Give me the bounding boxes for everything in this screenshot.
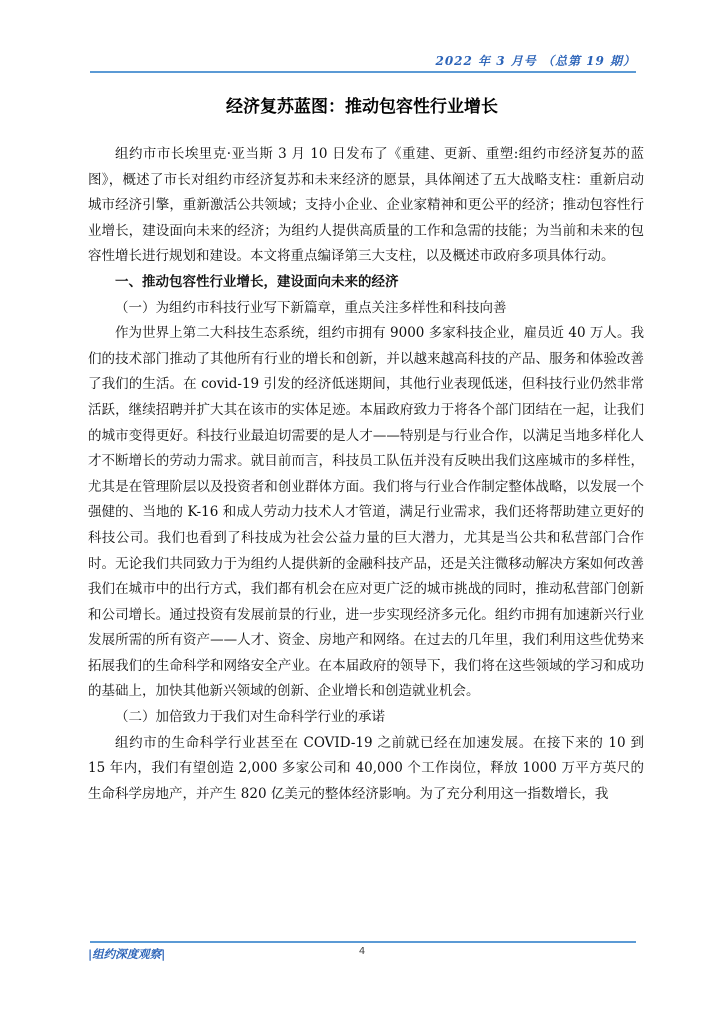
subsection-heading-1: （一）为组约市科技行业写下新篇章，重点关注多样性和科技向善	[115, 299, 507, 316]
subsection-heading-2: （二）加倍致力于我们对生命科学行业的承诺	[115, 709, 385, 726]
issue-label: 2022 年 3 月号 （总第 19 期）	[435, 54, 636, 68]
page-title: 经济复苏蓝图：推动包容性行业增长	[226, 97, 498, 117]
section-heading: 一、推动包容性行业增长，建设面向未来的经济	[115, 273, 399, 290]
footer-label: |组约深度观察|	[88, 947, 166, 961]
subsection-body-2: 组约市的生命科学行业甚至在 COVID-19 之前就已经在加速发展。在接下来的 10 到 15 年内，我们有望创造 2,000 多家公司和 40,000 个工作岗位，释放 1000 万平方英尺的生命科学房地产，并产生 820 亿美元的整体经济影响。为了充分利用这一指数增长，我	[88, 734, 644, 802]
article-body	[88, 142, 644, 807]
page-number: 4	[358, 946, 366, 957]
intro-paragraph: 组约市市长埃里克·亚当斯 3 月 10 日发布了《重建、更新、重塑:组约市经济复苏的蓝图》，概述了市长对组约市经济复苏和未来经济的愿景，具体阐述了五大战略支柱：重新启动城市经济引擎，重新激活公共领域；支持小企业、企业家精神和更公平的经济；推动包容性行业增长，建设面向未来的经济；为组约人提供高质量的工作和急需的技能；为当前和未来的包容性增长进行规划和建设。本文将重点编译第三大支柱，以及概述市政府多项具体行动。	[88, 146, 644, 265]
footer-divider	[90, 941, 636, 943]
subsection-body-1: 作为世界上第二大科技生态系统，组约市拥有 9000 多家科技企业，雇员近 40 万人。我们的技术部门推动了其他所有行业的增长和创新，并以越来越高科技的产品、服务和体验改善了我们的生活。在 covid-19 引发的经济低迷期间，其他行业表现低迷，但科技行业仍然非常活跃，继续招聘并扩大其在该市的实体足迹。本届政府致力于将各个部门团结在一起，让我们的城市变得更好。科技行业最迫切需要的是人才——特别是与行业合作，以满足当地多样化人才不断增长的劳动力需求。就目前而言，科技员工队伍并没有反映出我们这座城市的多样性，尤其是在管理阶层以及投资者和创业群体方面。我们将与行业合作制定整体战略，以发展一个强健的、当地的 K-16 和成人劳动力技术人才管道，满足行业需求，我们还将帮助建立更好的科技公司。我们也看到了科技成为社会公益力量的巨大潜力，尤其是当公共和私营部门合作时。无论我们共同致力于为组约人提供新的金融科技产品，还是关注微移动解决方案如何改善我们在城市中的出行方式，我们都有机会在应对更广泛的城市挑战的同时，推动私营部门创新和公司增长。通过投资有发展前景的行业，进一步实现经济多元化。组约市拥有加速新兴行业发展所需的所有资产——人才、资金、房地产和网络。在过去的几年里，我们利用这些优势来拓展我们的生命科学和网络安全产业。在本届政府的领导下，我们将在这些领域的学习和成功的基础上，加快其他新兴领域的创新、企业增长和创造就业机会。	[88, 325, 644, 700]
header-divider	[90, 71, 636, 73]
